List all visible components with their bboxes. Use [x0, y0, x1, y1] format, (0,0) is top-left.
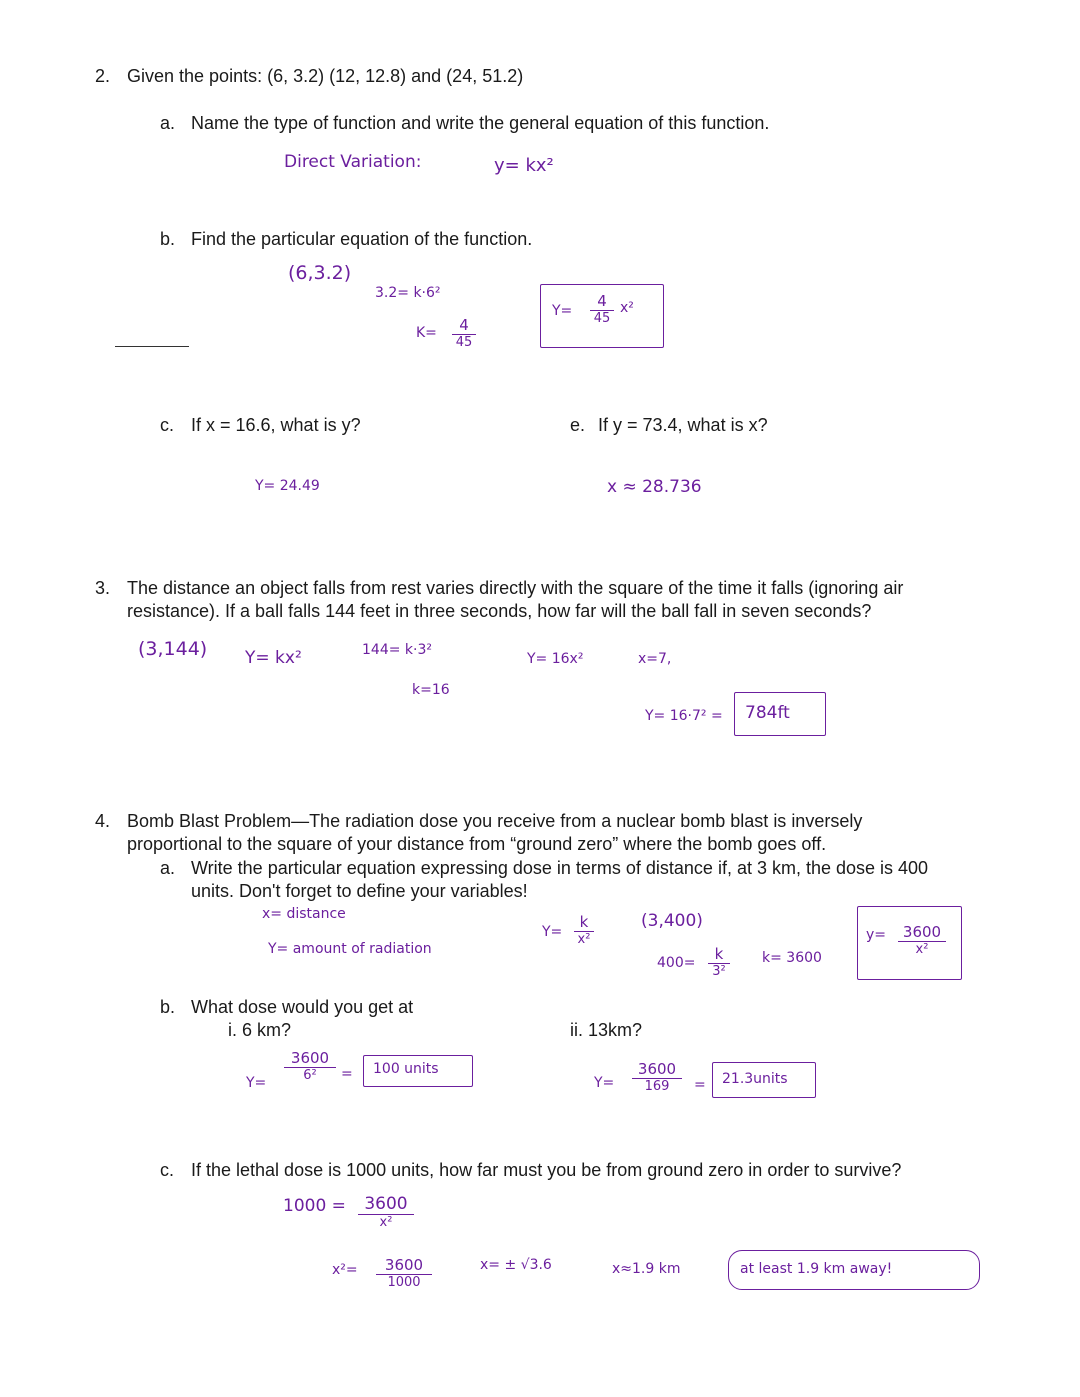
q4-prompt-line2: proportional to the square of your distance from “ground zero” where the bomb goes off.: [127, 834, 827, 854]
q3-calculation: Y= 16·7² =: [645, 708, 723, 724]
q2e-prompt: If y = 73.4, what is x?: [598, 415, 768, 435]
q4c-step2-prefix: x²=: [332, 1262, 358, 1278]
q4b-ii-denominator: 169: [632, 1078, 682, 1095]
q4c-step2-numerator: 3600: [384, 1256, 424, 1274]
q2c-answer: Y= 24.49: [255, 478, 320, 494]
q4a-point: (3,400): [641, 911, 703, 931]
q2b-answer-suffix: x²: [620, 300, 634, 316]
q3-x-value: x=7,: [638, 651, 672, 667]
q4a-step-numerator: k: [714, 945, 724, 963]
q2a-answer-type: Direct Variation:: [284, 152, 422, 172]
q4c-step1-numerator: 3600: [364, 1194, 408, 1214]
q3-step1: 144= k·3²: [362, 642, 432, 658]
q2b-k-label: K=: [416, 325, 437, 341]
q4a-prompt-line2: units. Don't forget to define your variables!: [191, 881, 528, 901]
q4b-ii-numerator: 3600: [637, 1060, 677, 1078]
q4a-step-prefix: 400=: [657, 955, 696, 971]
q4b-ii-answer: 21.3units: [722, 1071, 788, 1087]
q3-number: 3.: [95, 578, 111, 598]
q4a-define-x: x= distance: [262, 906, 346, 922]
q4c-step2-denominator: 1000: [376, 1274, 432, 1291]
q4-prompt-line1: Bomb Blast Problem—The radiation dose you receive from a nuclear bomb blast is inversely: [127, 811, 863, 831]
q4b-i-prefix: Y=: [246, 1075, 267, 1091]
q2b-letter: b.: [160, 229, 176, 249]
q4a-letter: a.: [160, 858, 176, 878]
q4a-step-denominator: 3²: [708, 963, 730, 980]
q2b-answer-numerator: 4: [597, 292, 607, 310]
q4b-part-ii-label: ii. 13km?: [570, 1020, 643, 1040]
q2-prompt: Given the points: (6, 3.2) (12, 12.8) and (24, 51.2): [127, 66, 524, 86]
q4c-prompt: If the lethal dose is 1000 units, how far must you be from ground zero in order to survive?: [191, 1160, 902, 1180]
q4b-prompt: What dose would you get at: [191, 997, 414, 1017]
q2b-answer-blank: [115, 346, 189, 347]
q4b-i-denominator: 6²: [284, 1067, 336, 1084]
q4a-answer-denominator: x²: [898, 941, 946, 958]
q2b-prompt: Find the particular equation of the function.: [191, 229, 533, 249]
q4a-general-numerator: k: [579, 913, 589, 931]
q4a-answer-numerator: 3600: [902, 923, 942, 941]
q4a-general-denominator: x²: [574, 931, 594, 948]
q4c-step1-fraction: [358, 1195, 414, 1230]
q2b-k-fraction: [452, 317, 476, 350]
q2b-k-denominator: 45: [452, 334, 476, 351]
q2c-prompt: If x = 16.6, what is y?: [191, 415, 361, 435]
q4b-i-fraction: [284, 1050, 336, 1083]
q4b-i-equals: =: [341, 1066, 353, 1082]
q2c-letter: c.: [160, 415, 175, 435]
q4c-step2-fraction: [376, 1257, 432, 1290]
q4b-i-numerator: 3600: [290, 1049, 330, 1067]
q4b-ii-fraction: [632, 1061, 682, 1094]
q3-prompt-line2: resistance). If a ball falls 144 feet in three seconds, how far will the ball fall in seven seconds?: [127, 601, 872, 621]
q2a-letter: a.: [160, 113, 176, 133]
q4c-letter: c.: [160, 1160, 175, 1180]
q2a-prompt: Name the type of function and write the general equation of this function.: [191, 113, 770, 133]
q2b-answer-prefix: Y=: [552, 303, 573, 319]
q2-number: 2.: [95, 66, 111, 86]
q4c-answer: at least 1.9 km away!: [740, 1261, 893, 1277]
q2e-letter: e.: [570, 415, 586, 435]
q4a-answer-prefix: y=: [866, 927, 887, 943]
q4b-i-answer: 100 units: [373, 1061, 439, 1077]
q4b-ii-equals: =: [694, 1077, 706, 1093]
q4-number: 4.: [95, 811, 111, 831]
q4a-define-y: Y= amount of radiation: [268, 941, 432, 957]
q2b-point: (6,3.2): [288, 262, 352, 284]
q4c-step3: x= ± √3.6: [480, 1257, 552, 1273]
q4c-step4: x≈1.9 km: [612, 1261, 681, 1277]
q3-particular-equation: Y= 16x²: [527, 651, 584, 667]
q4b-letter: b.: [160, 997, 176, 1017]
q4a-k-value: k= 3600: [762, 950, 822, 966]
q2b-step1: 3.2= k·6²: [375, 285, 441, 301]
q2b-answer-denominator: 45: [590, 310, 614, 327]
q4a-answer-fraction: [898, 924, 946, 957]
q4b-ii-prefix: Y=: [594, 1075, 615, 1091]
q4a-step-fraction: [708, 946, 730, 979]
q3-prompt-line1: The distance an object falls from rest varies directly with the square of the time it falls (ignoring air: [127, 578, 904, 598]
q3-answer: 784ft: [745, 703, 790, 723]
q4c-step1-denominator: x²: [358, 1214, 414, 1231]
q2b-answer-fraction: [590, 293, 614, 326]
q2a-answer-equation: y= kx²: [494, 155, 554, 176]
q4a-general-fraction: [574, 914, 594, 947]
q2e-answer: x ≈ 28.736: [607, 477, 702, 497]
q4c-step1-prefix: 1000 =: [283, 1196, 346, 1216]
q2b-k-numerator: 4: [459, 316, 469, 334]
q4a-general-prefix: Y=: [542, 924, 563, 940]
q3-k-value: k=16: [412, 682, 450, 698]
q4a-prompt-line1: Write the particular equation expressing dose in terms of distance if, at 3 km, the dose is 400: [191, 858, 929, 878]
q3-point: (3,144): [138, 638, 208, 660]
q4b-part-i-label: i. 6 km?: [228, 1020, 292, 1040]
q3-general-equation: Y= kx²: [245, 648, 302, 668]
